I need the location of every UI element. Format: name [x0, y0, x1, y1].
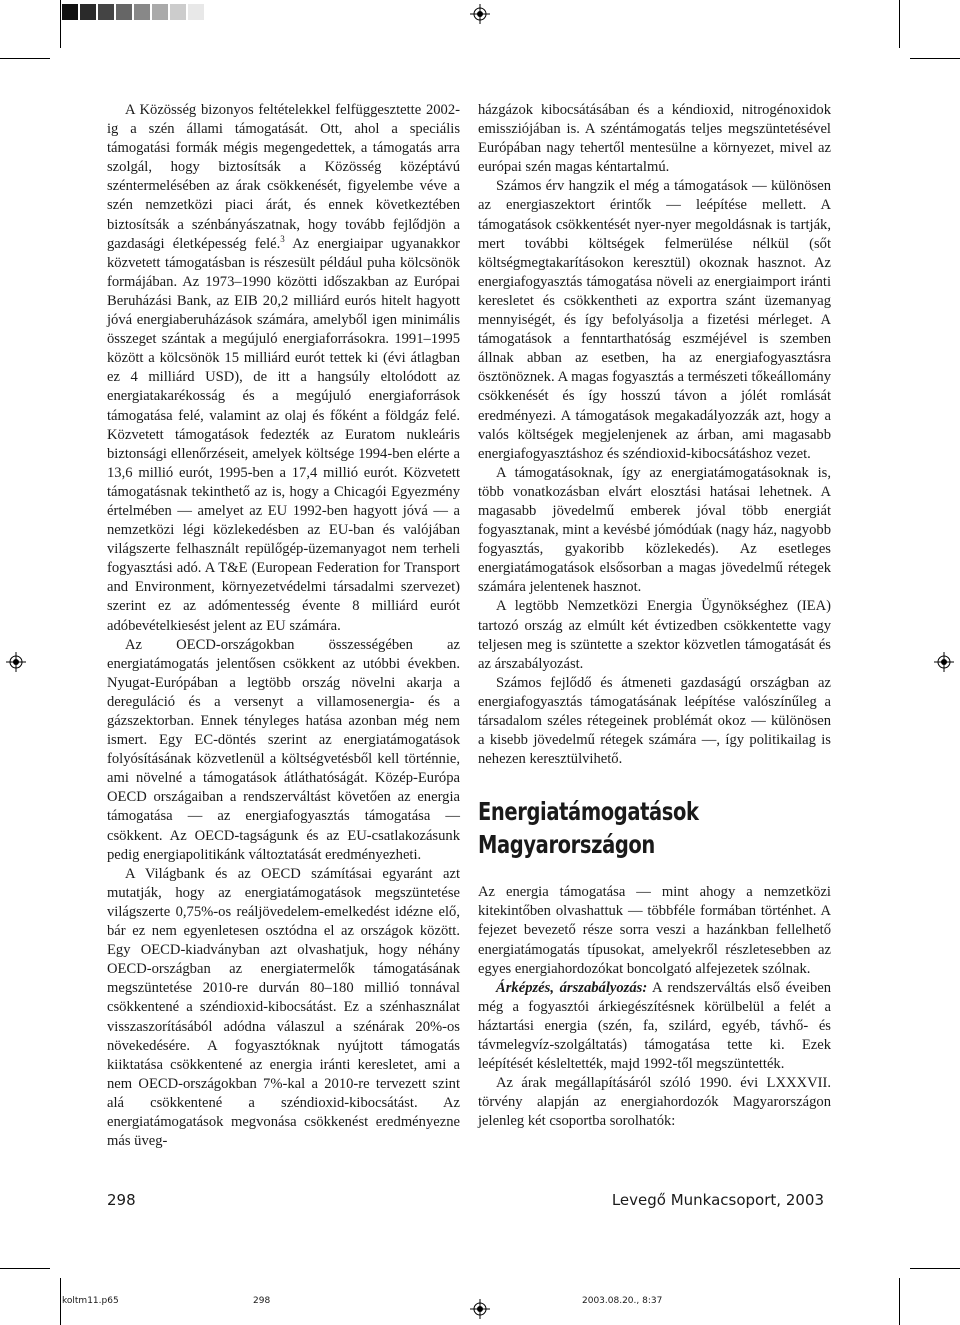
- crop-mark: [910, 58, 960, 59]
- crop-mark: [0, 1268, 50, 1269]
- right-text-column: [478, 101, 831, 1132]
- color-swatch: [116, 4, 132, 20]
- section-heading: [478, 795, 753, 861]
- left-text-column: [107, 101, 460, 1151]
- paragraph: Az OECD-országokban összességében az energiatámogatás jelentősen csökkent az utóbbi években. Nyugat-Európában a legtöbb ország növelni akarja a dereguláció és a versenyt a villamosenergia- és a gázszektorban. Ennek tényleges hatása azonban még nem ismert. Egy EC-döntés szerint az energiatámogatások folyósításának közvetlenül a költségvetésből kell történnie, ami növelné a támogatások átláthatóságát. Közép-Európa OECD országaiban a rendszerváltást követően az energia támogatása — az energiafogyasztás támogatása — csökkent. Az OECD-tagságunk és az EU-csatlakozásunk pedig energiapolitikánk változtatását eredményezheti.: [107, 636, 460, 863]
- crop-mark: [899, 0, 900, 48]
- paragraph: Árképzés, árszabályozás: A rendszerváltás első éveiben még a fogyasztói árkiegészítésnek körülbelül a felét a háztartási energia (szén, fa, szilárd, egyéb, távhő- és távmelegvíz-szolgáltatás) támogatása tette ki. Ezek leépítését késleltették, majd 1992-től megszüntették.: [478, 979, 832, 1073]
- publisher-credit: Levegő Munkacsoport, 2003: [611, 1191, 824, 1209]
- crop-mark: [60, 1278, 61, 1325]
- paragraph: Számos érv hangzik el még a támogatások — különösen az energiaszektort érintők — leépítése mellett. A támogatások csökkentését nyer-nyer megoldásnak is tartják, mert további költségek felmerülése nélkül (sőt költségmegtakarításokon keresztül) okoznak hasznot. Az energiafogyasztás támogatása növeli az energiaimport iránti keresletet és csökkentheti az exportra szánt üzemanyag mennyiségét, és így befolyásolja a fizetési mérleget. A támogatások a fenntarthatóság eszméjével is szemben állnak abban az esetben, ha az energiafogyasztásra ösztönöznek. A magas fogyasztás a természeti tőkeállomány csökkenését és így hosszú távon a jólét romlását eredményezi. A támogatások megakadályozzák azt, hogy a valós költségek megjelenjenek az árban, ami magasabb energiafogyasztáshoz és széndioxid-kibocsátáshoz vezet.: [478, 178, 831, 462]
- registration-mark-icon: [6, 652, 26, 672]
- registration-mark-icon: [934, 652, 954, 672]
- paragraph: Az árak megállapításáról szóló 1990. évi LXXXVII. törvény alapján az energiahordozók Magyarországon jelenleg két csoportba sorolhatók:: [478, 1075, 831, 1130]
- color-swatch: [170, 4, 186, 20]
- paragraph: házgázok kibocsátásában és a kéndioxid, nitrogénoxidok emissziójában is. A széntámogatás teljes megszüntetésével Európában nagy tehertől mentesülne a környezet, mivel az európai szén magas kéntartalmú.: [478, 102, 831, 176]
- color-swatch: [134, 4, 150, 20]
- slug-page: 298: [253, 1296, 271, 1306]
- print-color-bar: [62, 4, 206, 20]
- paragraph: Az energia támogatása — mint ahogy a nemzetközi kitekintőben olvashattuk — többféle formában történhet. A fejezet bevezető része sorra veszi a hazánkban fellelhető energiatámogatás típusokat, amelyekről részletesebben az egyes energiahordozókat boncolgató alfejezetek szólnak.: [478, 884, 831, 977]
- slug-filename: koltm11.p65: [62, 1296, 119, 1306]
- paragraph: A támogatásoknak, így az energiatámogatásoknak is, több vonatkozásban elvárt elosztási hatásai lehetnek. A magasabb jövedelmű emberek jóval több energiát fogyasztanak, mint a kevésbé jómódúak (nagy ház, nagyobb fogyasztás, gyakoribb közlekedés). Az esetleges energiatámogatások elsősorban a magas jövedelmű rétegek számára jelentenek hasznot.: [478, 464, 831, 596]
- crop-mark: [60, 0, 61, 48]
- crop-mark: [910, 1268, 960, 1269]
- paragraph: A legtöbb Nemzetközi Energia Ügynökséghez (IEA) tartozó ország az elmúlt két évtizedben csökkentette vagy teljesen meg is szüntette a szektor közvetlen támogatását és az árszabályozást.: [478, 598, 831, 672]
- color-swatch: [152, 4, 168, 20]
- registration-mark-icon: [470, 4, 490, 24]
- paragraph: A Világbank és az OECD számításai egyaránt azt mutatják, hogy az energiatámogatások megszüntetése világszerte 0,75%-os reáljövedelem-emelkedést idézne elő, bár ez nem egyenletesen osztódna el az országok között. Egy OECD-kiadványban azt olvashatjuk, hogy néhány OECD-országban az energiatermelők támogatásának megszüntetése 2010-re durván 80–180 millió tonnával csökkentené a széndioxid-kibocsátást. Ez a szénhasználat visszaszorításából adódna válaszul a szénárak 20%-os növekedésére. A fogyasztóknak nyújtott támogatás kiiktatása csökkentené az energia iránti keresletet, ami a nem OECD-országokban 7%-kal a 2010-re tervezett szint alá csökkentené a széndioxid-kibocsátást. Az energiatámogatások megvonása csökkenést eredményezne más üveg-: [107, 865, 460, 1150]
- paragraph: A Közösség bizonyos feltételekkel felfüggesztette 2002-ig a szén állami támogatását. Ott, ahol a speciális támogatási formák mégis megengedettek, a támogatás arra szolgál, hogy biztosítsák a Közösség középtávú széntermelésében az árak csökkenését, figyelembe véve a szén nemzetközi piaci árát, és ennek következtében biztosítsák a szénbányászatnak, hogy tovább fejlődjön a gazdasági életképesség felé.$^3$ Az energiaipar ugyanakkor közvetett támogatásban is részesült például puha kölcsönök formájában. Az 1973–1990 közötti időszakban az Európai Beruházási Bank, az EIB 20,2 milliárd eurós hitelt hagyott jóvá energiaberuházások számára, amelyből igen minimális összeget szántak a megújuló energiaforrásokra. 1991–1995 között a kölcsönök 15 milliárd eurót tettek ki (évi átlagban ez 4 milliárd USD), de itt a hangsúly eltolódott az energiatakarékosság és a megújuló energiaforrások támogatása felé, valamint az olaj és főként a földgáz felé. Közvetett támogatások fedezték az Euratom nukleáris biztonsági ellenőrzéseit, amelyek költsége 1994-ben elérte a 13,6 millió eurót, 1995-ben a 17,4 millió eurót. Közvetett támogatásnak tekinthető az is, hogy a Chicagói Egyezmény értelmében — amelyet az EU 1992-ben hagyott jóvá — a nemzetközi légi közlekedésben az EU-ban és valójában világszerte felhasznált repülőgép-üzemanyagot nem terheli fogyasztási adó. A T&E (European Federation for Transport and Environment, környezetvédelmi társadalmi szervezet) szerint ez az adómentesség évente 8 milliárd eurót adóbevételkiesést jelent az EU számára.: [107, 102, 460, 634]
- run-in-heading: Árképzés, árszabályozás:: [496, 979, 648, 996]
- color-swatch: [62, 4, 78, 20]
- color-swatch: [80, 4, 96, 20]
- paragraph: Számos fejlődő és átmeneti gazdaságú országban az energiafogyasztás támogatásának leépítése valószínűleg a társadalom széles rétegeinek problémát okoz — különösen a kisebb jövedelmű rétegek számára —, így politikailag is nehezen keresztülvihető.: [478, 674, 831, 768]
- crop-mark: [0, 58, 50, 59]
- heading-line: Energiatámogatások: [478, 797, 699, 827]
- registration-mark-icon: [470, 1299, 490, 1319]
- heading-line: Magyarországon: [478, 830, 655, 860]
- page-number: 298: [107, 1191, 136, 1209]
- footnote-marker: 3: [280, 233, 285, 244]
- color-swatch: [98, 4, 114, 20]
- slug-datetime: 2003.08.20., 8:37: [582, 1296, 663, 1306]
- crop-mark: [899, 1278, 900, 1325]
- color-swatch: [188, 4, 204, 20]
